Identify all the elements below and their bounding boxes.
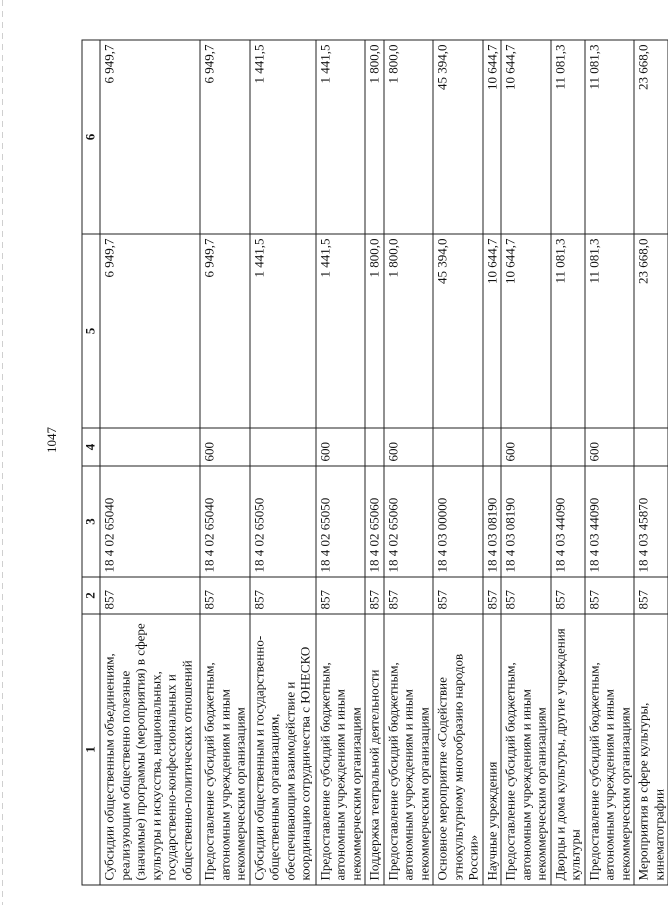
target-article-cell: 18 4 02 65040 <box>100 466 200 577</box>
target-article-cell: 18 4 02 65040 <box>200 466 250 577</box>
column-header: 4 <box>82 428 100 466</box>
amount-cell-col5: 1 800,0 <box>365 234 384 428</box>
table-row <box>249 40 315 885</box>
table-row <box>482 40 501 885</box>
table-row <box>550 40 584 885</box>
amount-cell-col6: 23 668,0 <box>634 40 668 234</box>
admin-code-cell: 857 <box>365 577 384 614</box>
amount-cell-col5: 23 668,0 <box>634 234 668 428</box>
target-article-cell: 18 4 03 08190 <box>482 466 501 577</box>
row-name-cell: Субсидии общественным объединениям, реализующим общественно полезные (значимые) программы (мероприятия) в сфере культуры и искусства, национальных, государственно-конфессиональных и общественно-политических отношений <box>100 614 200 885</box>
amount-cell-col5: 6 949,7 <box>100 234 200 428</box>
table-row <box>433 40 483 885</box>
table-row <box>501 40 551 885</box>
table-row <box>100 40 200 885</box>
admin-code-cell: 857 <box>634 577 668 614</box>
row-name-cell: Мероприятия в сфере культуры, кинематографии <box>634 614 668 885</box>
expense-type-cell <box>100 428 200 466</box>
amount-cell-col6: 1 441,5 <box>315 40 365 234</box>
table-row <box>584 40 634 885</box>
row-name-cell: Поддержка театральной деятельности <box>365 614 384 885</box>
expense-type-cell: 600 <box>315 428 365 466</box>
admin-code-cell: 857 <box>584 577 634 614</box>
row-name-cell: Предоставление субсидий бюджетным, автономным учреждениям и иным некоммерческим организациям <box>501 614 551 885</box>
row-name-cell: Предоставление субсидий бюджетным, автономным учреждениям и иным некоммерческим организациям <box>315 614 365 885</box>
target-article-cell: 18 4 03 44090 <box>550 466 584 577</box>
table-row <box>634 40 668 885</box>
amount-cell-col6: 11 081,3 <box>550 40 584 234</box>
expense-type-cell <box>550 428 584 466</box>
admin-code-cell: 857 <box>501 577 551 614</box>
amount-cell-col6: 11 081,3 <box>584 40 634 234</box>
target-article-cell: 18 4 02 65060 <box>383 466 433 577</box>
expense-type-cell <box>482 428 501 466</box>
amount-cell-col5: 6 949,7 <box>200 234 250 428</box>
admin-code-cell: 857 <box>433 577 483 614</box>
row-name-cell: Научные учреждения <box>482 614 501 885</box>
row-name-cell: Дворцы и дома культуры, другие учреждения культуры <box>550 614 584 885</box>
expense-type-cell: 600 <box>200 428 250 466</box>
budget-table-rotated <box>81 41 666 886</box>
row-name-cell: Предоставление субсидий бюджетным, автономным учреждениям и иным некоммерческим организациям <box>383 614 433 885</box>
table-row <box>365 40 384 885</box>
row-name-cell: Предоставление субсидий бюджетным, автономным учреждениям и иным некоммерческим организациям <box>584 614 634 885</box>
budget-table <box>81 40 668 886</box>
admin-code-cell: 857 <box>249 577 315 614</box>
admin-code-cell: 857 <box>482 577 501 614</box>
amount-cell-col5: 1 441,5 <box>315 234 365 428</box>
amount-cell-col6: 10 644,7 <box>482 40 501 234</box>
target-article-cell: 18 4 03 00000 <box>433 466 483 577</box>
amount-cell-col6: 6 949,7 <box>100 40 200 234</box>
target-article-cell: 18 4 03 44090 <box>584 466 634 577</box>
expense-type-cell: 600 <box>383 428 433 466</box>
target-article-cell: 18 4 03 08190 <box>501 466 551 577</box>
amount-cell-col5: 10 644,7 <box>482 234 501 428</box>
expense-type-cell <box>365 428 384 466</box>
admin-code-cell: 857 <box>550 577 584 614</box>
column-header: 5 <box>82 234 100 428</box>
expense-type-cell <box>433 428 483 466</box>
amount-cell-col6: 45 394,0 <box>433 40 483 234</box>
target-article-cell: 18 4 02 65050 <box>249 466 315 577</box>
admin-code-cell: 857 <box>100 577 200 614</box>
target-article-cell: 18 4 03 45870 <box>634 466 668 577</box>
amount-cell-col5: 11 081,3 <box>584 234 634 428</box>
admin-code-cell: 857 <box>383 577 433 614</box>
admin-code-cell: 857 <box>200 577 250 614</box>
row-name-cell: Предоставление субсидий бюджетным, автономным учреждениям и иным некоммерческим организациям <box>200 614 250 885</box>
page-number: 1047 <box>44 427 59 453</box>
amount-cell-col5: 1 800,0 <box>383 234 433 428</box>
page-edge-marks <box>2 0 3 905</box>
column-header: 6 <box>82 40 100 234</box>
amount-cell-col5: 45 394,0 <box>433 234 483 428</box>
amount-cell-col5: 11 081,3 <box>550 234 584 428</box>
column-header: 1 <box>82 614 100 885</box>
expense-type-cell: 600 <box>501 428 551 466</box>
amount-cell-col6: 1 441,5 <box>249 40 315 234</box>
column-header: 3 <box>82 466 100 577</box>
row-name-cell: Основное мероприятие «Содействие этнокультурному многообразию народов России» <box>433 614 483 885</box>
table-row <box>383 40 433 885</box>
amount-cell-col6: 6 949,7 <box>200 40 250 234</box>
table-row <box>315 40 365 885</box>
amount-cell-col6: 10 644,7 <box>501 40 551 234</box>
admin-code-cell: 857 <box>315 577 365 614</box>
table-body <box>100 40 668 885</box>
target-article-cell: 18 4 02 65060 <box>365 466 384 577</box>
amount-cell-col5: 1 441,5 <box>249 234 315 428</box>
expense-type-cell <box>249 428 315 466</box>
column-header: 2 <box>82 577 100 614</box>
amount-cell-col6: 1 800,0 <box>365 40 384 234</box>
expense-type-cell: 600 <box>584 428 634 466</box>
amount-cell-col5: 10 644,7 <box>501 234 551 428</box>
expense-type-cell <box>634 428 668 466</box>
target-article-cell: 18 4 02 65050 <box>315 466 365 577</box>
row-name-cell: Субсидии общественным и государственно-общественным организациям, обеспечивающим взаимодействие и координацию сотрудничества с ЮНЕСКО <box>249 614 315 885</box>
table-header-row <box>82 40 100 885</box>
amount-cell-col6: 1 800,0 <box>383 40 433 234</box>
table-row <box>200 40 250 885</box>
